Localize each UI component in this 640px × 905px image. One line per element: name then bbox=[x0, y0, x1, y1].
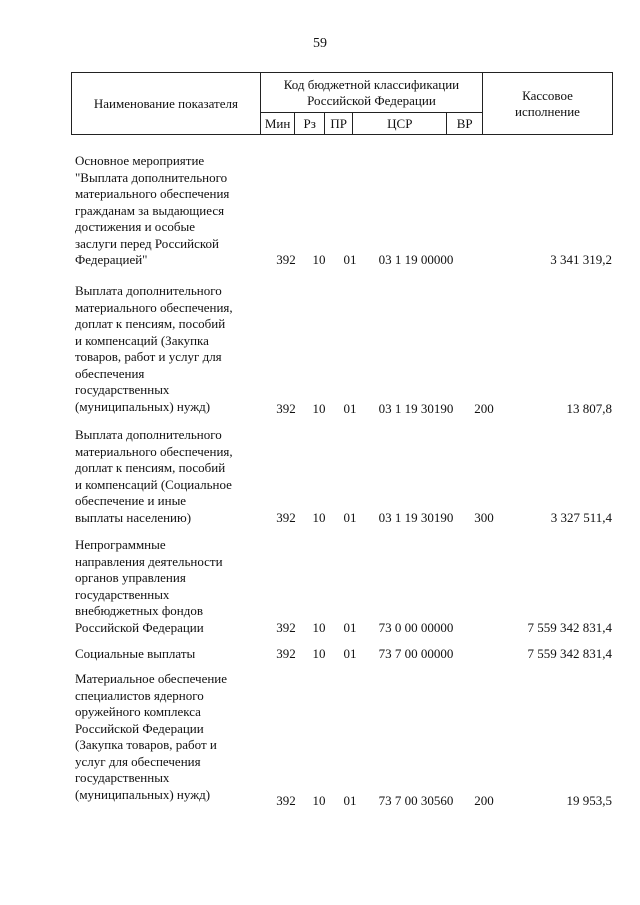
row-pr: 01 bbox=[343, 252, 357, 267]
row-csr: 03 1 19 30190 bbox=[378, 510, 454, 525]
row-pr: 01 bbox=[343, 510, 357, 525]
row-name: Выплата дополнительного материального обеспечения, доплат к пенсиям, пособий и компенсаций (Социальное обеспечение и иные выплаты населению) bbox=[75, 427, 233, 525]
row-amount: 3 341 319,2 bbox=[550, 252, 612, 267]
row-csr: 73 7 00 30560 bbox=[378, 793, 454, 808]
table-header bbox=[71, 72, 613, 135]
row-amount: 7 559 342 831,4 bbox=[527, 620, 612, 635]
row-vr: 200 bbox=[474, 401, 494, 416]
header-csr: ЦСР bbox=[353, 113, 447, 135]
row-min: 392 bbox=[276, 793, 296, 808]
row-vr: 300 bbox=[474, 510, 494, 525]
row-pr: 01 bbox=[343, 401, 357, 416]
header-vr: ВР bbox=[447, 113, 483, 135]
row-amount: 7 559 342 831,4 bbox=[527, 646, 612, 661]
header-pr: ПР bbox=[325, 113, 353, 135]
row-name: Выплата дополнительного материального обеспечения, доплат к пенсиям, пособий и компенсаций (Закупка товаров, работ и услуг для обеспечения государственных (муниципальных) нужд) bbox=[75, 283, 233, 414]
row-min: 392 bbox=[276, 510, 296, 525]
page-number: 59 bbox=[313, 36, 327, 51]
row-vr: 200 bbox=[474, 793, 494, 808]
row-amount: 19 953,5 bbox=[566, 793, 612, 808]
row-rz: 10 bbox=[312, 620, 326, 635]
header-rz: Рз bbox=[295, 113, 325, 135]
row-rz: 10 bbox=[312, 793, 326, 808]
row-min: 392 bbox=[276, 401, 296, 416]
header-code-group: Код бюджетной классификации Российской Федерации bbox=[260, 73, 482, 113]
header-name-column: Наименование показателя bbox=[72, 73, 261, 135]
row-pr: 01 bbox=[343, 620, 357, 635]
row-rz: 10 bbox=[312, 401, 326, 416]
row-min: 392 bbox=[276, 620, 296, 635]
row-rz: 10 bbox=[312, 510, 326, 525]
row-amount: 3 327 511,4 bbox=[550, 510, 612, 525]
row-csr: 73 7 00 00000 bbox=[378, 646, 454, 661]
header-amount-column: Кассовое исполнение bbox=[483, 73, 613, 135]
row-pr: 01 bbox=[343, 646, 357, 661]
row-name: Материальное обеспечение специалистов ядерного оружейного комплекса Российской Федерации (Закупка товаров, работ и услуг для обеспечения государственных (муниципальных) нужд) bbox=[75, 671, 228, 802]
row-amount: 13 807,8 bbox=[566, 401, 612, 416]
row-csr: 03 1 19 00000 bbox=[378, 252, 454, 267]
row-csr: 03 1 19 30190 bbox=[378, 401, 454, 416]
row-rz: 10 bbox=[312, 252, 326, 267]
row-rz: 10 bbox=[312, 646, 326, 661]
header-min: Мин bbox=[260, 113, 294, 135]
row-name: Основное мероприятие "Выплата дополнительного материального обеспечения гражданам за выдающиеся достижения и особые заслуги перед Российской Федерацией" bbox=[75, 153, 230, 267]
row-min: 392 bbox=[276, 646, 296, 661]
row-pr: 01 bbox=[343, 793, 357, 808]
row-name: Социальные выплаты bbox=[75, 646, 196, 661]
row-min: 392 bbox=[276, 252, 296, 267]
row-csr: 73 0 00 00000 bbox=[378, 620, 454, 635]
row-name: Непрограммные направления деятельности органов управления государственных внебюджетных фондов Российской Федерации bbox=[75, 537, 223, 635]
